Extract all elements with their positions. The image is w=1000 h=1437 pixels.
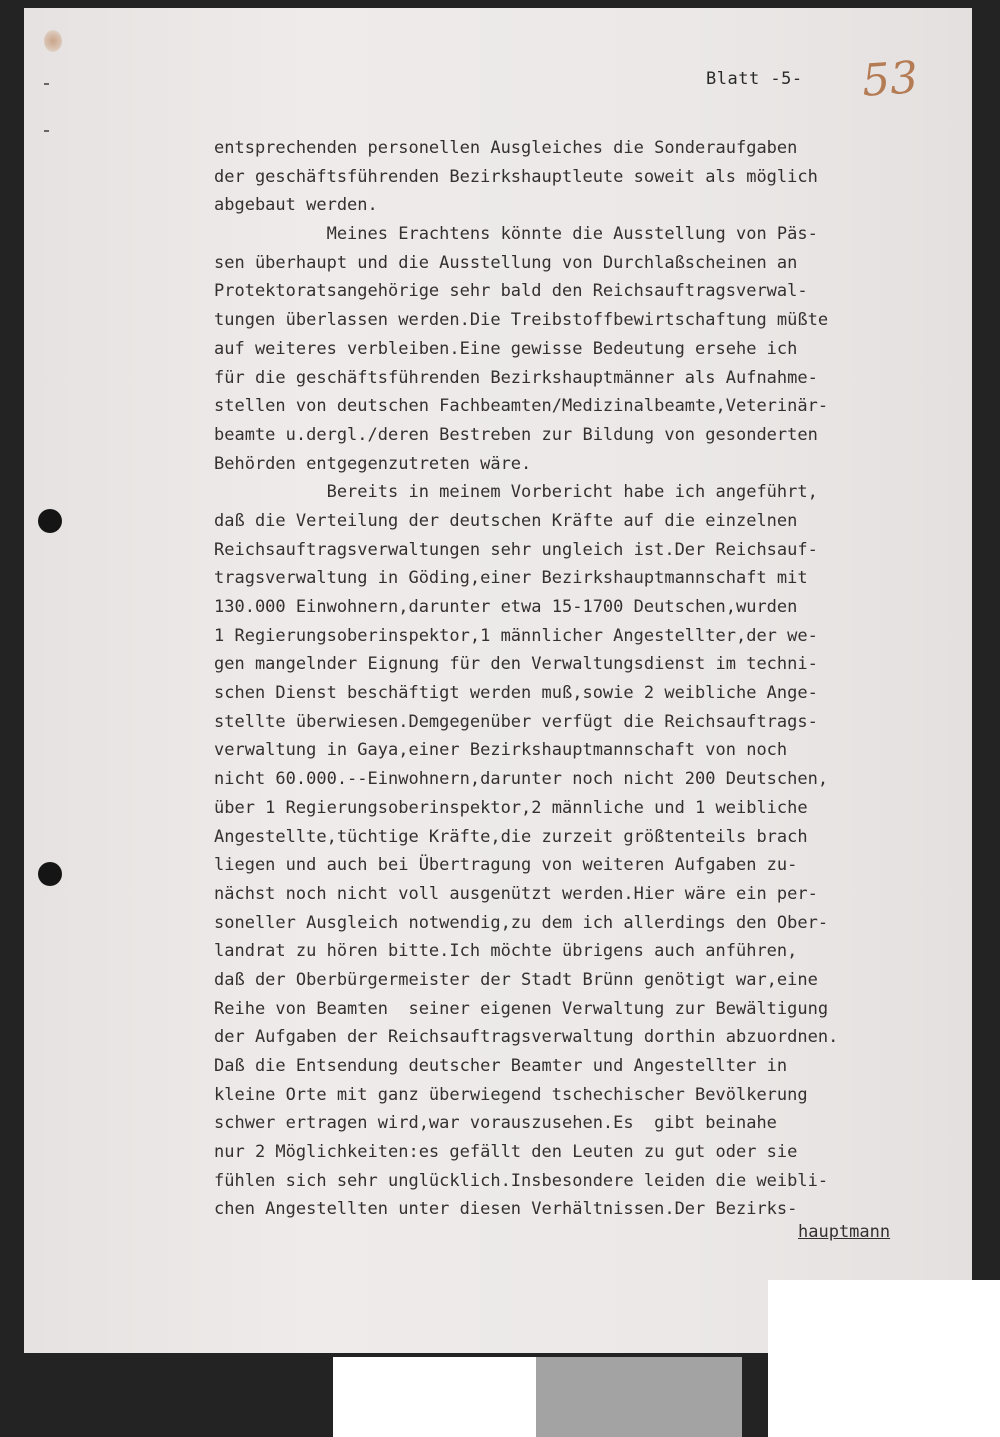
body-line: chen Angestellten unter diesen Verhältnissen.Der Bezirks- (214, 1199, 798, 1220)
body-line: daß die Verteilung der deutschen Kräfte auf die einzelnen (214, 510, 798, 531)
body-line: beamte u.dergl./deren Bestreben zur Bildung von gesonderten (214, 424, 818, 445)
body-line: kleine Orte mit ganz überwiegend tschechischer Bevölkerung (214, 1084, 808, 1105)
body-line: gen mangelnder Eignung für den Verwaltungsdienst im techni- (214, 654, 818, 675)
rust-stain (44, 30, 62, 52)
body-line: soneller Ausgleich notwendig,zu dem ich allerdings den Ober- (214, 912, 829, 933)
body-line: nicht 60.000.--Einwohnern,darunter noch nicht 200 Deutschen, (214, 769, 829, 790)
body-line: 1 Regierungsoberinspektor,1 männlicher Angestellter,der we- (214, 625, 818, 646)
body-line: der Aufgaben der Reichsauftragsverwaltung dorthin abzuordnen. (214, 1027, 839, 1048)
margin-mark (44, 83, 49, 85)
body-line: Reichsauftragsverwaltungen sehr ungleich ist.Der Reichsauf- (214, 539, 818, 560)
calibration-bar-white (333, 1357, 536, 1437)
page-label: Blatt -5- (706, 69, 803, 89)
body-line: Reihe von Beamten seiner eigenen Verwaltung zur Bewältigung (214, 998, 829, 1019)
body-line: schwer ertragen wird,war vorauszusehen.Es gibt beinahe (214, 1113, 777, 1134)
body-line: auf weiteres verbleiben.Eine gewisse Bedeutung ersehe ich (214, 338, 798, 359)
body-line: Daß die Entsendung deutscher Beamter und Angestellter in (214, 1056, 788, 1076)
body-line: Behörden entgegenzutreten wäre. (214, 453, 532, 474)
punch-hole-top (38, 509, 62, 533)
body-line: tragsverwaltung in Göding,einer Bezirkshauptmannschaft mit (214, 568, 808, 589)
body-line: liegen und auch bei Übertragung von weiteren Aufgaben zu- (214, 855, 798, 876)
body-line: abgebaut werden. (214, 195, 378, 216)
body-line: der geschäftsführenden Bezirkshauptleute soweit als möglich (214, 166, 818, 187)
body-line: stellen von deutschen Fachbeamten/Medizinalbeamte,Veterinär- (214, 396, 829, 417)
body-line: sen überhaupt und die Ausstellung von Durchlaßscheinen an (214, 252, 798, 273)
body-line: Bereits in meinem Vorbericht habe ich angeführt, (214, 482, 818, 503)
body-line: entsprechenden personellen Ausgleiches die Sonderaufgaben (214, 138, 798, 158)
scan-white-patch (768, 1280, 1000, 1437)
body-line: schen Dienst beschäftigt werden muß,sowie 2 weibliche Ange- (214, 683, 818, 704)
body-line: Angestellte,tüchtige Kräfte,die zurzeit größtenteils brach (214, 826, 808, 847)
body-line: Meines Erachtens könnte die Ausstellung von Päs- (214, 224, 818, 245)
body-line: stellte überwiesen.Demgegenüber verfügt die Reichsauftrags- (214, 711, 818, 732)
margin-mark (44, 130, 49, 132)
catchword: hauptmann (798, 1222, 891, 1242)
body-line: nur 2 Möglichkeiten:es gefällt den Leuten zu gut oder sie (214, 1142, 798, 1163)
calibration-bar-dark (742, 1357, 768, 1437)
body-line: daß der Oberbürgermeister der Stadt Brünn genötigt war,eine (214, 969, 818, 990)
body-line: 130.000 Einwohnern,darunter etwa 15-1700 Deutschen,wurden (214, 597, 798, 617)
body-line: tungen überlassen werden.Die Treibstoffbewirtschaftung müßte (214, 310, 829, 331)
calibration-bar-gray (536, 1357, 742, 1437)
body-line: über 1 Regierungsoberinspektor,2 männliche und 1 weibliche (214, 797, 808, 818)
body-line: verwaltung in Gaya,einer Bezirkshauptmannschaft von noch (214, 740, 788, 761)
folio-number: 53 (860, 52, 920, 107)
typed-body-text (214, 134, 954, 1224)
punch-hole-bottom (38, 862, 62, 886)
body-line: Protektoratsangehörige sehr bald den Reichsauftragsverwal- (214, 281, 808, 302)
body-line: landrat zu hören bitte.Ich möchte übrigens auch anführen, (214, 941, 798, 962)
body-line: nächst noch nicht voll ausgenützt werden.Hier wäre ein per- (214, 883, 818, 904)
body-line: fühlen sich sehr unglücklich.Insbesondere leiden die weibli- (214, 1170, 829, 1191)
body-line: für die geschäftsführenden Bezirkshauptmänner als Aufnahme- (214, 367, 818, 388)
